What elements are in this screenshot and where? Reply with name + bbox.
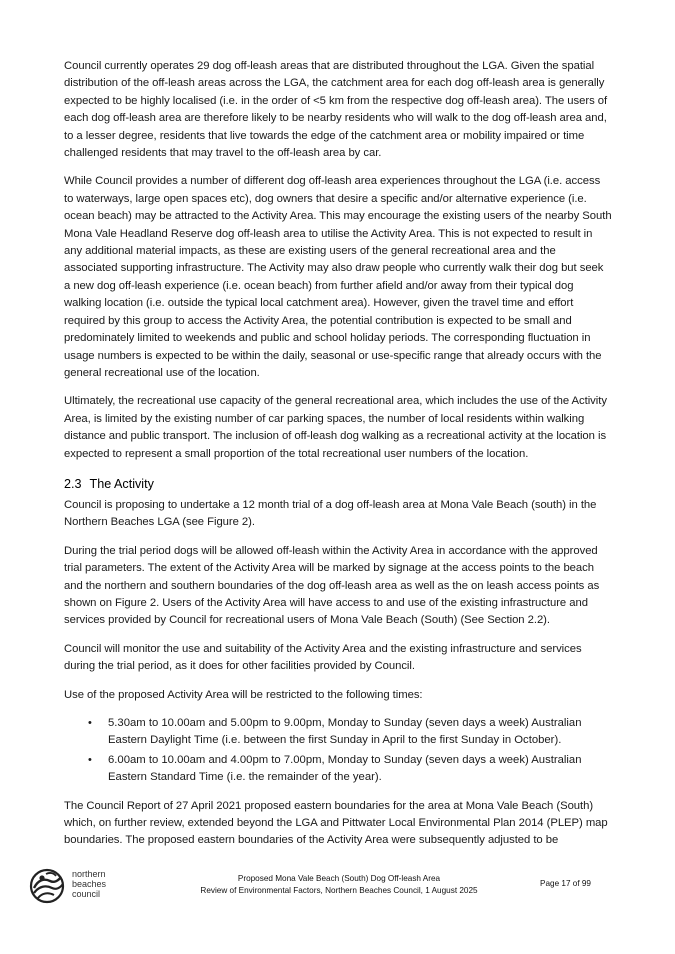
footer-document-title	[160, 873, 518, 897]
logo-wordmark	[72, 869, 106, 899]
paragraph-activity-area-attraction: While Council provides a number of different dog off-leash area experiences throughout the LGA (i.e. access to waterways, large open spaces etc), dog owners that desire a specific and/or alternative experience (i.e. ocean beach) may be attracted to the Activity Area. This may encourage the existing users of the nearby South Mona Vale Headland Reserve dog off-leash area to utilise the Activity Area. This is not expected to result in any additional material impacts, as these are existing users of the general recreational area and the associated supporting infrastructure. The Activity may also draw people who currently walk their dog but seek a new dog off-leash experience (i.e. ocean beach) from further afield and/or away from their typical dog walking location (i.e. outside the typical local catchment area). However, given the travel time and effort required by this group to access the Activity Area, the potential contribution is expected to be small and predominately limited to weekends and public and school holiday periods. The corresponding fluctuation in usage numbers is expected to be within the daily, seasonal or use-specific range that already occurs with the general recreational use of the location.	[64, 175, 612, 379]
paragraph-restricted-times: Use of the proposed Activity Area will be restricted to the following times:	[64, 688, 423, 701]
footer-title-line: Review of Environmental Factors, Northern Beaches Council, 1 August 2025	[200, 886, 478, 895]
page-number: Page 17 of 99	[540, 879, 591, 888]
logo-line: beaches	[72, 879, 107, 889]
list-item-text: 6.00am to 10.00am and 4.00pm to 7.00pm, Monday to Sunday (seven days a week) Australian Eastern Standard Time (i.e. the remainder of the year).	[108, 753, 582, 784]
logo-line: council	[72, 889, 101, 899]
bullet-icon: •	[88, 753, 92, 766]
list-item	[88, 752, 612, 787]
paragraph-monitoring: Council will monitor the use and suitability of the Activity Area and the existing infrastructure and services during the trial period, as it does for other facilities provided by Council.	[64, 642, 582, 673]
list-item-text: 5.30am to 10.00am and 5.00pm to 9.00pm, Monday to Sunday (seven days a week) Australian Eastern Daylight Time (i.e. between the first Sunday in April to the first Sunday in October).	[108, 717, 582, 747]
page-footer	[0, 868, 675, 908]
list-item	[88, 715, 612, 750]
paragraph-offleash-areas: Council currently operates 29 dog off-leash areas that are distributed throughout the LGA. Given the spatial distribution of the off-leash areas across the LGA, the catchment area for each dog off-leash area is generally expected to be highly localised (i.e. in the order of <5 km from the respective dog off-leash area). The users of each dog off-leash area are therefore likely to be nearby residents who will walk to the dog off-leash area and, to a lesser degree, residents that live towards the edge of the catchment area or mobility impaired or time challenged residents that may travel to the off-leash area by car.	[64, 60, 608, 160]
paragraph-eastern-boundaries: The Council Report of 27 April 2021 proposed eastern boundaries for the area at Mona Vale Beach (South) which, on further review, extended beyond the LGA and Pittwater Local Environmental Plan 2014 (PLEP) map boundaries. The proposed eastern boundaries of the Activity Area were subsequently adjusted to be	[64, 799, 608, 847]
council-logo	[28, 868, 118, 904]
logo-line: northern	[72, 869, 106, 879]
paragraph-recreational-capacity: Ultimately, the recreational use capacity of the general recreational area, which includes the use of the Activity Area, is limited by the existing number of car parking spaces, the number of local residents within walking distance and public transport. The inclusion of off-leash dog walking as a recreational activity at the location is expected to represent a small proportion of the total recreational user numbers of the location.	[64, 395, 607, 460]
footer-title-line: Proposed Mona Vale Beach (South) Dog Off-leash Area	[237, 874, 441, 883]
bullet-icon: •	[88, 717, 92, 729]
section-number: 2.3	[64, 476, 82, 491]
page-body	[64, 58, 612, 861]
times-list	[64, 715, 612, 787]
section-title: The Activity	[89, 476, 154, 491]
northern-beaches-emblem-icon	[28, 868, 68, 904]
section-heading	[64, 475, 612, 493]
paragraph-trial-period: During the trial period dogs will be allowed off-leash within the Activity Area in accordance with the approved trial parameters. The extent of the Activity Area will be marked by signage at the access points to the beach and the northern and southern boundaries of the dog off-leash area as well as the on leash access points as shown on Figure 2. Users of the Activity Area will have access to and use of the existing infrastructure and services provided by Council for recreational users of Mona Vale Beach (South) (See Section 2.2).	[64, 544, 600, 627]
paragraph-trial-proposal: Council is proposing to undertake a 12 month trial of a dog off-leash area at Mona Vale Beach (south) in the Northern Beaches LGA (see Figure 2).	[64, 498, 597, 529]
